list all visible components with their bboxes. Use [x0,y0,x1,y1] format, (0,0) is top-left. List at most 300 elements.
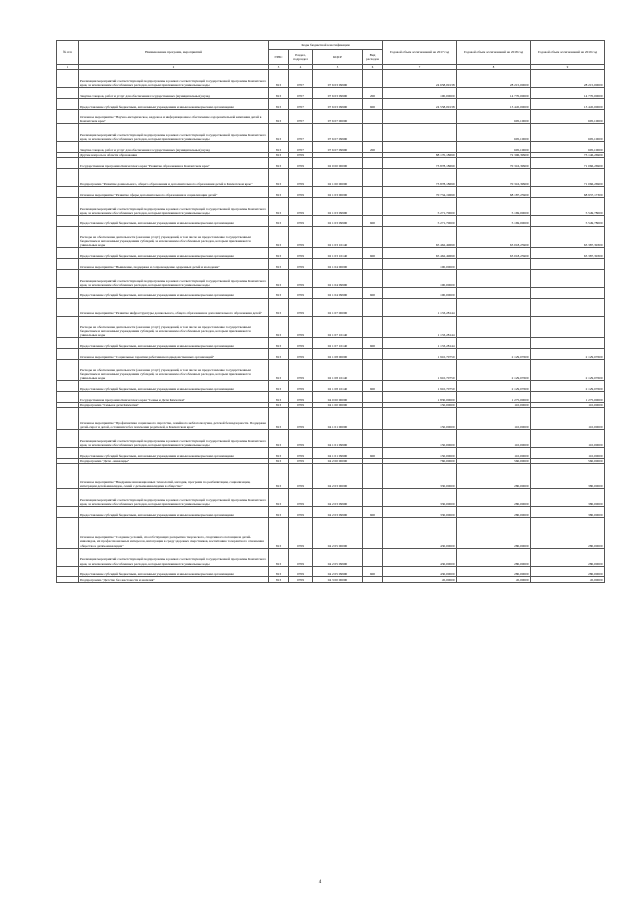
table-row [57,408,605,430]
row-grbs: 813 [269,98,289,109]
row-kvr [363,168,383,186]
page-number: 4 [318,880,322,885]
row-kvr: 600 [363,287,383,298]
table-row [57,269,605,287]
row-grbs: 813 [269,316,289,338]
row-name: Реализация мероприятий соответствующей подпрограммы в рамках соответствующей государственной программы Камчатского края, за исключением обособленных расходов, которым присваиваются уникальные коды [79,269,269,287]
table-row [57,316,605,338]
row-grbs: 813 [269,429,289,447]
row-amount-2017: 430,00000 [383,548,457,566]
row-grbs: 813 [269,447,289,458]
row-kcsr: 04 1 01 00000 [313,408,363,430]
row-num [57,518,79,549]
row-name: Государственная программа Камчатского края "Семья и Дети Камчатки" [79,392,269,403]
row-num [57,489,79,507]
row-num [57,109,79,123]
row-section: 0707 [289,141,313,152]
row-amount-2018: 110,00000 [457,402,531,407]
row-amount-2017: 24 658,09138 [383,70,457,88]
row-num [57,408,79,430]
header-2017: Годовой объем ассигнований на 2017 год [383,41,457,65]
row-grbs: 813 [269,88,289,99]
table-row [57,158,605,169]
row-section: 0709 [289,226,313,248]
row-amount-2017: 1 133,28144 [383,338,457,349]
row-kcsr: 02 0 00 00000 [313,158,363,169]
row-num [57,158,79,169]
row-amount-2018: 68 187,23900 [457,186,531,197]
table-row [57,489,605,507]
row-kvr [363,429,383,447]
row-num [57,381,79,392]
row-amount-2017: 24 558,09138 [383,98,457,109]
row-section: 0709 [289,298,313,316]
row-name: Реализация мероприятий соответствующей подпрограммы в рамках соответствующей государственной программы Камчатского края, за исключением обособленных расходов, которым присваиваются уникальные коды [79,489,269,507]
row-amount-2018: 560,00000 [457,458,531,463]
header-grbs: ГРБС [269,50,289,65]
row-amount-2018: 280,00000 [457,566,531,577]
row-num [57,429,79,447]
row-amount-2017: 150,00000 [383,408,457,430]
row-num [57,258,79,269]
row-amount-2018: 110,00000 [457,408,531,430]
row-grbs: 813 [269,338,289,349]
row-name: Основное мероприятие "Внедрение инновационных технологий, методик, программ по реабилитации, социализации, интеграции детей-инвалидов, семей с детьми-инвалидами в общество" [79,464,269,489]
row-kvr: 600 [363,338,383,349]
row-kcsr: 02 1 07 00000 [313,298,363,316]
row-num [57,226,79,248]
row-amount-2018: 5 169,00000 [457,215,531,226]
row-kvr: 600 [363,381,383,392]
row-section: 0709 [289,348,313,359]
row-kcsr: 02 1 07 10140 [313,316,363,338]
row-kvr [363,359,383,381]
document-page [56,40,604,583]
table-row [57,88,605,99]
row-kcsr: 02 1 03 00000 [313,186,363,197]
row-name: Другие вопросы в области образования [79,152,269,157]
row-kvr: 600 [363,215,383,226]
row-amount-2019: 73 146,26900 [531,152,605,157]
row-amount-2018: 280,00000 [457,518,531,549]
row-kvr [363,548,383,566]
row-kvr [363,226,383,248]
row-num [57,392,79,403]
row-grbs: 813 [269,402,289,407]
row-kvr [363,109,383,123]
row-grbs: 813 [269,507,289,518]
table-row [57,109,605,123]
row-kcsr: 07 6 07 00000 [313,109,363,123]
table-row [57,141,605,152]
row-amount-2018: 28 215,00000 [457,70,531,88]
header-codes: Коды бюджетной классификации [269,41,383,50]
row-amount-2018: 280,00000 [457,464,531,489]
column-index: 9 [531,65,605,70]
row-section: 0709 [289,402,313,407]
row-kvr: 200 [363,141,383,152]
row-num [57,548,79,566]
table-row [57,123,605,141]
row-grbs: 813 [269,123,289,141]
row-name: Предоставление субсидий бюджетным, автономным учреждениям и иным некоммерческим организациям [79,215,269,226]
row-section: 0709 [289,464,313,489]
header-name: Наименование программ, мероприятий [79,41,269,65]
column-index: 5 [313,65,363,70]
row-grbs: 813 [269,548,289,566]
row-section: 0709 [289,215,313,226]
row-kcsr: 04 1 01 09990 [313,429,363,447]
row-name: Реализация мероприятий соответствующей подпрограммы в рамках соответствующей государственной программы Камчатского края, за исключением обособленных расходов, которым присваиваются уникальные коды [79,548,269,566]
row-section: 0709 [289,158,313,169]
row-name: Предоставление субсидий бюджетным, автономным учреждениям и иным некоммерческим организациям [79,507,269,518]
row-amount-2017: 150,00000 [383,447,457,458]
row-kvr: 600 [363,566,383,577]
row-kcsr: 02 1 03 09990 [313,215,363,226]
row-kcsr: 02 1 08 10140 [313,381,363,392]
row-amount-2019: 110,00000 [531,447,605,458]
table-row [57,168,605,186]
row-amount-2018: 280,00000 [457,548,531,566]
row-amount-2019: 380,00000 [531,507,605,518]
row-name: Основное мероприятие "Профилактика социального сиротства, семейного неблагополучия, детской безнадзорности. Поддержка детей-сирот и детей, оставшихся без попечения родителей, в Камчатском крае" [79,408,269,430]
row-amount-2019: 2 129,07600 [531,359,605,381]
row-section: 0709 [289,316,313,338]
row-section: 0707 [289,109,313,123]
row-kcsr: 07 6 07 09990 [313,123,363,141]
row-section: 0707 [289,98,313,109]
row-amount-2017 [383,141,457,152]
row-section: 0709 [289,152,313,157]
row-num [57,70,79,88]
row-grbs: 813 [269,518,289,549]
row-amount-2019: 14 770,00000 [531,88,605,99]
row-kcsr: 04 2 05 00000 [313,518,363,549]
row-name: Основное мероприятие "Социальные гарантии работникам подведомственных организаций" [79,348,269,359]
table-row [57,402,605,407]
row-kcsr: 07 6 03 09990 [313,70,363,88]
table-row [57,359,605,381]
row-amount-2019: 68 937,17300 [531,186,605,197]
row-section: 0709 [289,269,313,287]
row-kvr [363,269,383,287]
row-kvr [363,408,383,430]
row-grbs: 813 [269,287,289,298]
row-name: Предоставление субсидий бюджетным, автономным учреждениям и иным некоммерческим организациям [79,248,269,259]
row-amount-2019: 110,00000 [531,402,605,407]
row-amount-2018: 110,00000 [457,447,531,458]
row-amount-2019 [531,316,605,338]
row-num [57,141,79,152]
column-index: 2 [79,65,269,70]
row-amount-2019 [531,298,605,316]
row-amount-2019: 605,10000 [531,141,605,152]
row-amount-2018: 110,00000 [457,429,531,447]
row-grbs: 813 [269,168,289,186]
row-amount-2019: 110,00000 [531,408,605,430]
row-amount-2018: 2 129,07600 [457,348,531,359]
row-section: 0709 [289,458,313,463]
row-kcsr: 02 1 03 10140 [313,226,363,248]
row-amount-2019 [531,287,605,298]
row-section: 0709 [289,258,313,269]
row-section: 0709 [289,359,313,381]
row-name: Закупка товаров, работ и услуг для обеспечения государственных (муниципальных) нужд [79,141,269,152]
row-amount-2017: 65 462,49699 [383,248,457,259]
row-amount-2017: 100,00000 [383,88,457,99]
row-name: Подпрограмма "Дети - инвалиды" [79,458,269,463]
row-name: Расходы на обеспечение деятельности (оказание услуг) учреждений, в том числе на предоставление государственным бюджетным и автономным учреждениям субсидий, за исключением обособленных расходов, которым присваиваются уникальные коды [79,359,269,381]
row-amount-2019: 13 445,00000 [531,98,605,109]
row-amount-2019 [531,338,605,349]
column-index: 3 [269,65,289,70]
row-num [57,287,79,298]
row-num [57,348,79,359]
header-2019: Годовой объем ассигнований на 2019 год [531,41,605,65]
table-row [57,226,605,248]
row-amount-2018: 280,00000 [457,507,531,518]
row-kvr: 200 [363,88,383,99]
row-kvr [363,489,383,507]
row-amount-2017: 150,00000 [383,402,457,407]
row-amount-2019: 5 549,78000 [531,215,605,226]
row-num [57,269,79,287]
row-amount-2017: 1 910,70750 [383,348,457,359]
row-grbs: 813 [269,152,289,157]
row-num [57,215,79,226]
row-amount-2018: 14 770,00000 [457,88,531,99]
header-kvr: Вид расходов [363,50,383,65]
row-name: Закупка товаров, работ и услуг для обеспечения государственных (муниципальных) нужд [79,88,269,99]
row-grbs: 813 [269,248,289,259]
row-section: 0709 [289,408,313,430]
table-row [57,197,605,215]
row-num [57,507,79,518]
row-amount-2017: 760,00000 [383,458,457,463]
row-name: Предоставление субсидий бюджетным, автономным учреждениям и иным некоммерческим организациям [79,447,269,458]
row-num [57,168,79,186]
row-amount-2018: 63 018,23900 [457,248,531,259]
row-kcsr: 07 6 03 09990 [313,98,363,109]
budget-table [56,40,605,583]
table-row [57,566,605,577]
row-section: 0709 [289,168,313,186]
row-section: 0709 [289,489,313,507]
table-row [57,186,605,197]
row-amount-2019: 5 549,78000 [531,197,605,215]
row-section: 0709 [289,381,313,392]
row-amount-2017: 5 271,70000 [383,197,457,215]
row-amount-2019: 45,00000 [531,577,605,582]
row-amount-2019: 2 129,07600 [531,348,605,359]
row-section: 0707 [289,123,313,141]
row-num [57,566,79,577]
row-amount-2017 [383,123,457,141]
row-grbs: 813 [269,226,289,248]
row-kvr [363,518,383,549]
row-name: Подпрограмма "Детство без жестокости и насилия" [79,577,269,582]
row-num [57,298,79,316]
row-name: Расходы на обеспечение деятельности (оказание услуг) учреждений, в том числе на предоставление государственным бюджетным и автономным учреждениям субсидий, за исключением обособленных расходов, которым присваиваются уникальные коды [79,316,269,338]
row-kvr: 600 [363,98,383,109]
row-section: 0709 [289,186,313,197]
row-kvr [363,70,383,88]
row-num [57,316,79,338]
row-kcsr: 04 2 05 09990 [313,548,363,566]
column-index: 7 [383,65,457,70]
row-section: 0709 [289,507,313,518]
row-num [57,577,79,582]
row-name: Реализация мероприятий соответствующей подпрограммы в рамках соответствующей государственной программы Камчатского края, за исключением обособленных расходов, которым присваиваются уникальные коды [79,429,269,447]
row-name: Основное мероприятие "Развитие инфраструктуры дошкольного, общего образования и дополнительного образования детей" [79,298,269,316]
row-name: Предоставление субсидий бюджетным, автономным учреждениям и иным некоммерческим организациям [79,566,269,577]
column-index: 6 [363,65,383,70]
row-amount-2018: 280,00000 [457,489,531,507]
row-num [57,447,79,458]
row-name: Подпрограмма "Развитие дошкольного, общего образования и дополнительного образования детей в Камчатском крае" [79,168,269,186]
row-kcsr: 02 1 00 00000 [313,168,363,186]
row-amount-2019: 280,00000 [531,518,605,549]
row-amount-2017: 150,00000 [383,429,457,447]
row-amount-2018: 63 018,23900 [457,226,531,248]
row-amount-2017: 100,00000 [383,287,457,298]
row-amount-2017: 45,00000 [383,577,457,582]
table-row [57,298,605,316]
table-row [57,287,605,298]
row-amount-2019: 110,00000 [531,429,605,447]
table-row [57,381,605,392]
row-grbs: 813 [269,348,289,359]
row-num [57,123,79,141]
row-amount-2017: 330,00000 [383,464,457,489]
row-amount-2019: 380,00000 [531,464,605,489]
row-amount-2018 [457,338,531,349]
row-section: 0709 [289,392,313,403]
row-amount-2018 [457,316,531,338]
table-row [57,258,605,269]
row-kcsr: 02 1 08 00000 [313,348,363,359]
row-kvr: 600 [363,248,383,259]
column-index: 1 [57,65,79,70]
row-section: 0709 [289,447,313,458]
row-name: Реализация мероприятий соответствующей подпрограммы в рамках соответствующей государственной программы Камчатского края, за исключением обособленных расходов, которым присваиваются уникальные коды [79,123,269,141]
row-section: 0709 [289,566,313,577]
row-grbs: 813 [269,392,289,403]
row-kcsr: 04 1 00 00000 [313,402,363,407]
row-kvr [363,348,383,359]
row-name: Предоставление субсидий бюджетным, автономным учреждениям и иным некоммерческим организациям [79,381,269,392]
row-num [57,197,79,215]
row-name: Основное мероприятие "Научно-методическое, кадровое и информационное обеспечение оздоровительной кампании детей в Камчатском крае" [79,109,269,123]
row-num [57,88,79,99]
row-amount-2018: 45,00000 [457,577,531,582]
row-amount-2018: 605,10000 [457,109,531,123]
row-amount-2018: 605,10000 [457,141,531,152]
row-kcsr: 04 2 00 00000 [313,458,363,463]
row-amount-2018: 2 129,07600 [457,359,531,381]
row-kcsr: 02 1 07 10140 [313,338,363,349]
row-amount-2019: 71 066,26900 [531,168,605,186]
row-amount-2019: 71 066,26900 [531,158,605,169]
row-amount-2019: 280,00000 [531,566,605,577]
row-amount-2017: 73 878,18699 [383,158,457,169]
row-amount-2017: 430,00000 [383,566,457,577]
row-amount-2019: 560,00000 [531,458,605,463]
row-num [57,338,79,349]
row-section: 0707 [289,88,313,99]
row-amount-2017: 70 734,19699 [383,186,457,197]
row-amount-2019 [531,258,605,269]
row-amount-2018: 5 169,00000 [457,197,531,215]
row-amount-2018: 70 316,39900 [457,168,531,186]
row-kcsr: 02 1 03 10140 [313,248,363,259]
row-amount-2017: 88 170,18699 [383,152,457,157]
row-amount-2018: 2 129,07600 [457,381,531,392]
row-grbs: 813 [269,215,289,226]
row-grbs: 813 [269,141,289,152]
row-section: 0709 [289,548,313,566]
row-amount-2019 [531,269,605,287]
row-kvr [363,316,383,338]
row-kvr [363,464,383,489]
row-num [57,464,79,489]
row-kvr [363,258,383,269]
row-amount-2017: 1 830,00000 [383,392,457,403]
row-amount-2017: 100,00000 [383,258,457,269]
row-grbs: 813 [269,197,289,215]
row-kcsr: 04 2 03 09990 [313,507,363,518]
row-num [57,248,79,259]
row-grbs: 813 [269,577,289,582]
row-kcsr: 02 1 04 09990 [313,269,363,287]
row-kcsr: 04 0 00 00000 [313,392,363,403]
table-row [57,348,605,359]
row-kvr [363,123,383,141]
row-amount-2018 [457,269,531,287]
row-amount-2018: 605,10000 [457,123,531,141]
row-name: Государственная программа Камчатского края "Развитие образования в Камчатском крае" [79,158,269,169]
row-section: 0709 [289,518,313,549]
table-row [57,215,605,226]
row-grbs: 813 [269,298,289,316]
row-amount-2019: 2 129,07600 [531,381,605,392]
row-section: 0709 [289,338,313,349]
row-name: Основное мероприятие "Выявление, поддержка и сопровождение одаренных детей и молодежи" [79,258,269,269]
row-amount-2017: 1 133,28144 [383,298,457,316]
row-amount-2018 [457,287,531,298]
row-section: 0709 [289,287,313,298]
row-name: Основное мероприятие "Развитие сферы дополнительного образования и социализации детей" [79,186,269,197]
row-kvr [363,158,383,169]
header-kcsr: КЦСР [313,50,363,65]
row-grbs: 813 [269,158,289,169]
table-row [57,338,605,349]
row-amount-2017: 1 133,28144 [383,316,457,338]
header-2018: Годовой объем ассигнований на 2018 год [457,41,531,65]
row-name: Предоставление субсидий бюджетным, автономным учреждениям и иным некоммерческим организациям [79,98,269,109]
row-amount-2019: 280,00000 [531,548,605,566]
row-section: 0709 [289,577,313,582]
row-kcsr: 04 2 03 09990 [313,489,363,507]
row-kcsr: 02 1 04 09990 [313,287,363,298]
row-kcsr: 02 1 04 00000 [313,258,363,269]
row-amount-2017: 330,00000 [383,489,457,507]
row-grbs: 813 [269,359,289,381]
row-name: Предоставление субсидий бюджетным, автономным учреждениям и иным некоммерческим организациям [79,287,269,298]
row-grbs: 813 [269,566,289,577]
row-amount-2018: 72 396,39900 [457,152,531,157]
table-row [57,518,605,549]
